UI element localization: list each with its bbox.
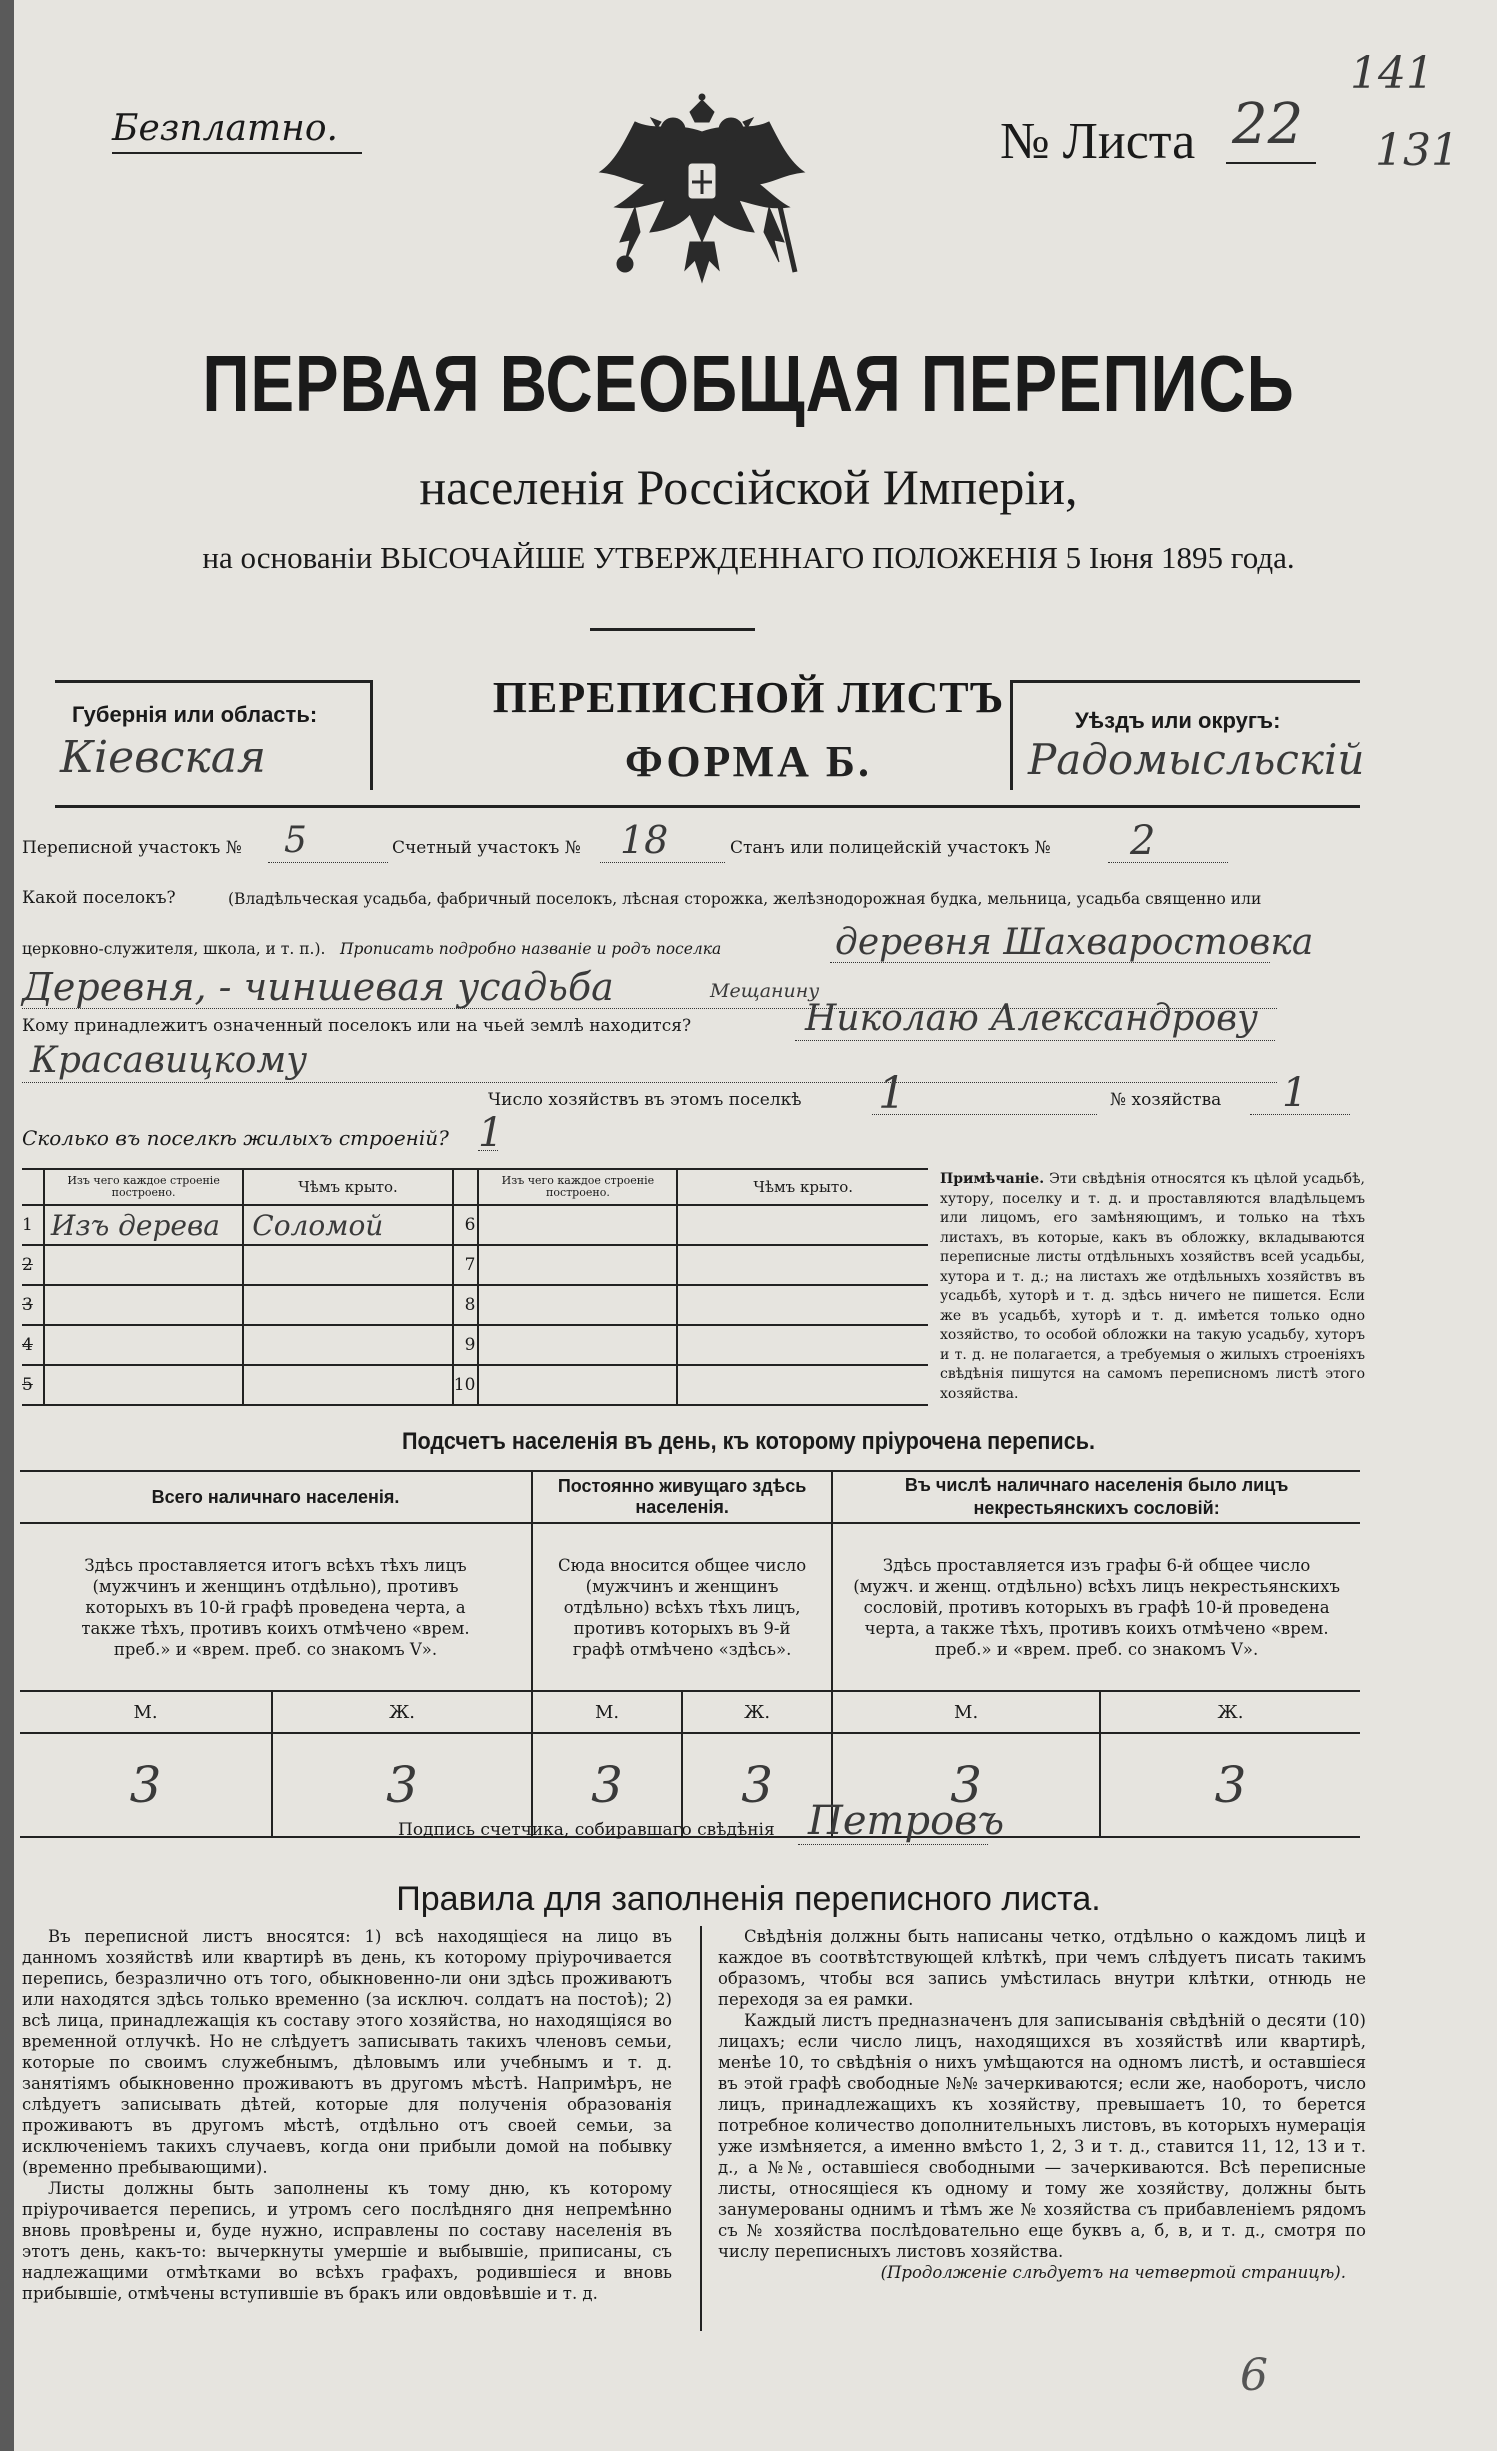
sheet-number-value: 22 <box>1232 92 1304 157</box>
col1-text: Здѣсь проставляется итогъ всѣхъ тѣхъ лицъ (мужчинъ и женщинъ отдѣльно), противъ которыхъ въ 10-й графѣ проведена черта, а также тѣхъ, противъ коихъ отмѣчено «врем. преб.» и «врем. преб. со знакомъ V». <box>20 1523 532 1691</box>
row-roof: Соломой <box>243 1205 452 1245</box>
table-row <box>22 1245 928 1285</box>
settlement-instruction: Прописать подробно названіе и родъ поселка <box>340 940 722 958</box>
province-value: Кiевская <box>60 732 267 783</box>
f-label: Ж. <box>682 1691 832 1733</box>
corner-number: 131 <box>1375 125 1459 176</box>
row-number: 6 <box>453 1205 479 1245</box>
count-area-line <box>600 862 725 863</box>
corner-number-top: 141 <box>1350 48 1434 99</box>
free-underline <box>112 152 362 154</box>
col-made-of: Изъ чего каждое строеніе построено. <box>44 1169 243 1205</box>
sheet-number-underline <box>1226 162 1316 164</box>
census-area-value: 5 <box>284 820 307 861</box>
census-area-label: Переписной участокъ № <box>22 838 242 858</box>
col3-title: Въ числѣ наличнаго населенія было лицъ некрестьянскихъ сословій: <box>832 1471 1360 1523</box>
rules-title: Правила для заполненія переписного листа. <box>396 1880 1101 1918</box>
rules-left-p2: Листы должны быть заполнены къ тому дню, къ которому пріурочивается перепись, и утромъ сего послѣдняго дня непремѣнно вновь провѣрены и, буде нужно, исправлены по составу населенія въ этотъ день, какъ-то: вычеркнуты умершіе и выбывшіе, приписаны, съ надлежащими отмѣтками во всѣхъ графахъ, родившіеся и вновь прибывшіе, отмѣчены вступившіе въ бракъ или овдовѣвшіе и т. д. <box>22 2179 672 2303</box>
f-label: Ж. <box>1100 1691 1360 1733</box>
row-number: 4 <box>22 1325 44 1365</box>
f-label: Ж. <box>272 1691 532 1733</box>
signature-line <box>798 1844 988 1845</box>
population-heading: Подсчетъ населенія въ день, къ которому пріурочена перепись. <box>402 1428 1096 1455</box>
row-number: 2 <box>22 1245 44 1285</box>
police-area-label: Станъ или полицейскій участокъ № <box>730 838 1051 858</box>
buildings-value: 1 <box>478 1110 504 1156</box>
row-number: 7 <box>453 1245 479 1285</box>
footer-mark: 6 <box>1240 2350 1268 2401</box>
sheet-number-label: № Листа <box>1000 113 1196 170</box>
count-area-value: 18 <box>620 818 669 862</box>
household-no-label: № хозяйства <box>1110 1090 1222 1110</box>
row-number: 3 <box>22 1285 44 1325</box>
rules-right-column <box>718 1926 1366 2283</box>
table-row <box>22 1365 928 1405</box>
double-headed-eagle-icon <box>595 92 810 310</box>
rules-right-p2: Каждый листъ предназначенъ для записыванія свѣдѣній о десяти (10) лицахъ; если число лицъ, находящихся въ хозяйствѣ или квартирѣ, менѣе 10, то свѣдѣнія о нихъ умѣщаются на одномъ листѣ, и оставшіеся въ этой графѣ свободные №№ зачеркиваются; если же, наоборотъ, число лицъ, принадлежащихъ къ хозяйству, превышаетъ 10, то берется потребное количество дополнительныхъ листовъ, въ которыхъ нумерація уже измѣняется, а именно вмѣсто 1, 2, 3 и т. д., ставится 11, 12, 13 и т. д., а №№, оставшіеся свободными — зачеркиваются. Всѣ переписные листы, относящіеся къ одному и тому же хозяйству, должны быть занумерованы однимъ и тѣмъ же № хозяйства съ прибавленіемъ рядомъ съ № хозяйства послѣдовательно еще буквъ а, б, в, и т. д., смотря по числу переписныхъ листовъ хозяйства. <box>718 2011 1366 2261</box>
title-divider <box>590 628 755 631</box>
police-area-value: 2 <box>1130 818 1156 864</box>
owner-line-1 <box>795 1040 1275 1041</box>
settlement-hint2: церковно-служителя, школа, и т. п.). <box>22 940 326 958</box>
row-made: Изъ дерева <box>44 1205 243 1245</box>
col-roof-2: Чѣмъ крыто. <box>677 1169 928 1205</box>
value-f-total: 3 <box>272 1733 532 1837</box>
district-value: Радомысльскiй <box>1028 735 1365 784</box>
table-row <box>22 1285 928 1325</box>
count-area-label: Счетный участокъ № <box>392 838 581 858</box>
police-area-line <box>1108 862 1228 863</box>
row-number: 10 <box>453 1365 479 1405</box>
form-header-rule <box>55 805 1360 808</box>
owner-label: Кому принадлежитъ означенный поселокъ или на чьей землѣ находится? <box>22 1016 692 1036</box>
row-number: 9 <box>453 1325 479 1365</box>
signature-value: Петровъ <box>808 1798 1005 1844</box>
household-no-value: 1 <box>1282 1070 1308 1116</box>
col2-title: Постоянно живущаго здѣсь населенія. <box>532 1471 832 1523</box>
free-label: Безплатно. <box>112 108 338 149</box>
households-value: 1 <box>878 1068 906 1119</box>
note-label: Примѣчаніе. <box>940 1171 1045 1187</box>
legal-basis: на основаніи ВЫСОЧАЙШЕ УТВЕРЖДЕННАГО ПОЛОЖЕНІЯ 5 Іюня 1895 года. <box>202 540 1295 575</box>
note-block <box>940 1170 1365 1404</box>
value-f-nonpeasant: 3 <box>1100 1733 1360 1837</box>
settlement-hint: (Владѣльческая усадьба, фабричный поселокъ, лѣсная сторожка, желѣзнодорожная будка, мельница, усадьба священно или <box>228 890 1262 908</box>
settlement-value-1: деревня Шахвароcтовка <box>835 922 1314 963</box>
m-label: М. <box>532 1691 682 1733</box>
rules-right-p1: Свѣдѣнія должны быть написаны четко, отдѣльно о каждомъ лицѣ и каждое въ соотвѣтствующей клѣткѣ, при чемъ слѣдуетъ писать такимъ образомъ, чтобы вся запись умѣстилась внутри клѣтки, отнюдь не переходя за ея рамки. <box>718 1927 1366 2009</box>
signature-label: Подпись счетчика, собиравшаго свѣдѣнія <box>398 1820 775 1840</box>
province-label: Губернія или область: <box>72 702 318 727</box>
row-number: 8 <box>453 1285 479 1325</box>
owner-note: Мещанину <box>710 980 820 1002</box>
census-area-line <box>268 862 388 863</box>
buildings-table <box>22 1168 928 1406</box>
col-roof: Чѣмъ крыто. <box>243 1169 452 1205</box>
value-m-total: 3 <box>20 1733 272 1837</box>
form-label: ФОРМА Б. <box>625 737 872 786</box>
col1-title: Всего наличнаго населенія. <box>20 1471 532 1523</box>
table-row <box>22 1205 928 1245</box>
district-label: Уѣздъ или округъ: <box>1075 708 1281 733</box>
value-f-resident: 3 <box>682 1733 832 1837</box>
m-label: М. <box>832 1691 1100 1733</box>
table-row <box>22 1325 928 1365</box>
col3-text: Здѣсь проставляется изъ графы 6-й общее число (мужч. и женщ. отдѣльно) всѣхъ лицъ некрестьянскихъ сословій, противъ которыхъ въ графѣ 10-й проведена черта, а также тѣхъ, противъ коихъ отмѣчено «врем. преб.» и «врем. преб. со знакомъ V». <box>832 1523 1360 1691</box>
buildings-label: Сколько въ поселкѣ жилыхъ строеній? <box>22 1126 449 1150</box>
rules-continued: (Продолженіе слѣдуетъ на четвертой страницѣ). <box>880 2263 1346 2282</box>
rules-left-p1: Въ переписной листъ вносятся: 1) всѣ находящіеся на лицо въ данномъ хозяйствѣ или квартирѣ въ день, къ которому пріурочивается перепись, безразлично отъ того, обыкновенно-ли они здѣсь проживаютъ или находятся здѣсь только временно (за исключ. солдатъ на постоѣ); 2) всѣ лица, принадлежащія къ составу этого хозяйства, но находящіяся во временной отлучкѣ. Но не слѣдуетъ записывать такихъ членовъ семьи, которые по своимъ служебнымъ, дѣловымъ или учебнымъ и т. д. занятіямъ обыкновенно проживаютъ въ другомъ мѣстѣ. Напримѣръ, не слѣдуетъ записывать дѣтей, которые для полученія образованія проживаютъ въ другомъ мѣстѣ, отдѣльно отъ своей семьи, за исключеніемъ такихъ случаевъ, когда они прибыли домой на побывку (временно пребывающими). <box>22 1927 672 2177</box>
value-m-resident: 3 <box>532 1733 682 1837</box>
rules-divider <box>700 1926 702 2331</box>
population-table <box>20 1470 1360 1838</box>
subtitle: населенія Россійской Имперіи, <box>419 459 1078 515</box>
row-number: 1 <box>22 1205 44 1245</box>
main-title: ПЕРВАЯ ВСЕОБЩАЯ ПЕРЕПИСЬ <box>202 339 1295 428</box>
settlement-label: Какой поселокъ? <box>22 888 176 908</box>
page-edge <box>0 0 14 2451</box>
value-m-nonpeasant: 3 <box>832 1733 1100 1837</box>
col2-text: Сюда вносится общее число (мужчинъ и женщинъ отдѣльно) всѣхъ тѣхъ лицъ, противъ которыхъ въ 9-й графѣ отмѣчено «здѣсь». <box>532 1523 832 1691</box>
households-label: Число хозяйствъ въ этомъ поселкѣ <box>488 1090 802 1110</box>
owner-value-2: Красавицкому <box>30 1040 308 1081</box>
note-text: Эти свѣдѣнія относятся къ цѣлой усадьбѣ, хутору, поселку и т. д. и проставляются владѣльцемъ или лицомъ, его замѣняющимъ, и только на тѣхъ листахъ, въ которые, какъ въ обложку, вкладываются переписные листы отдѣльныхъ хозяйствъ всей усадьбы, хутора и т. д.; на листахъ же отдѣльныхъ хозяйствъ въ усадьбѣ, хуторѣ и т. д. здѣсь ничего не пишется. Если же въ усадьбѣ, хуторѣ и т. д. имѣется только одно хозяйство, то особой обложки на такую усадьбу, хуторъ и т. д. не полагается, а требуемыя о жилыхъ строеніяхъ свѣдѣнія пишутся на самомъ переписномъ листѣ этого хозяйства. <box>940 1171 1365 1402</box>
owner-value-1: Николаю Александрову <box>805 998 1258 1039</box>
owner-line-2 <box>22 1082 1277 1083</box>
form-title: ПЕРЕПИСНОЙ ЛИСТЪ <box>492 673 1005 722</box>
m-label: М. <box>20 1691 272 1733</box>
settlement-value-2: Деревня, - чиншевая усадьба <box>22 965 614 1009</box>
row-number: 5 <box>22 1365 44 1405</box>
rules-left-column <box>22 1926 672 2304</box>
col-made-of-2: Изъ чего каждое строеніе построено. <box>478 1169 677 1205</box>
